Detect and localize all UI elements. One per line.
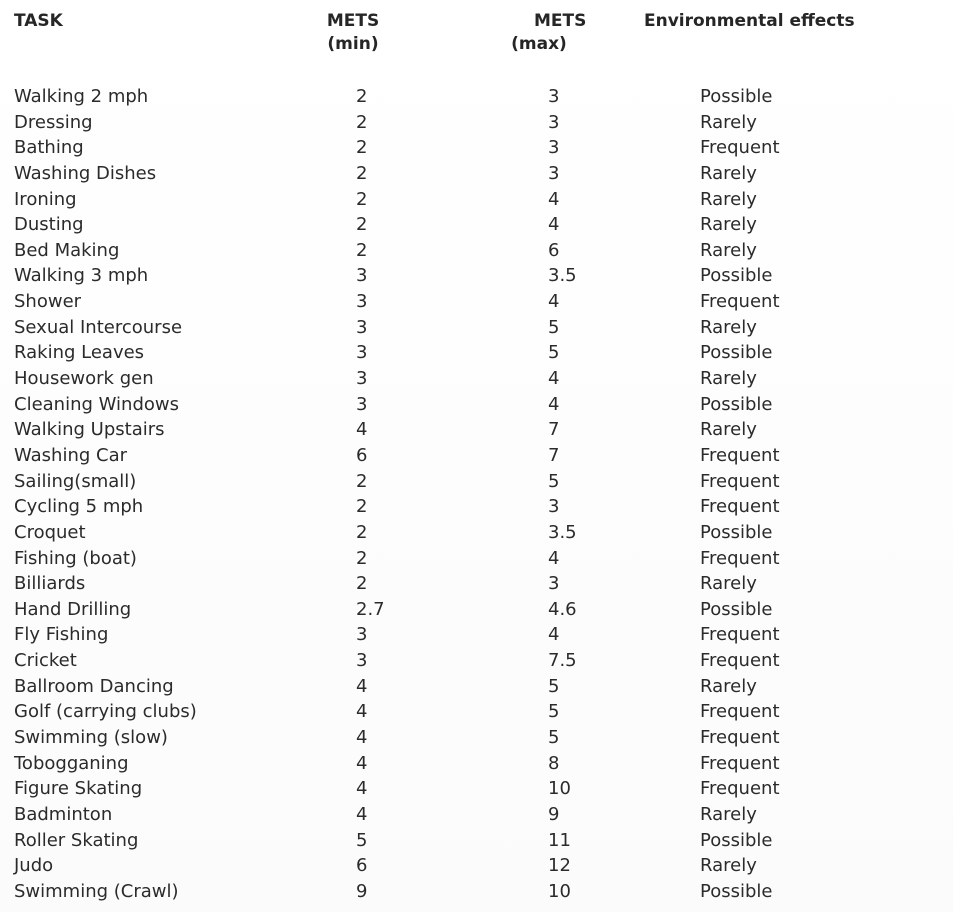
cell-mets-max: 12 [548, 855, 571, 877]
table-row [0, 879, 953, 905]
cell-environmental-effect: Possible [700, 880, 773, 902]
cell-mets-max: 4 [548, 188, 560, 210]
cell-mets-min: 3 [356, 368, 368, 390]
cell-task: Washing Dishes [14, 162, 157, 184]
cell-mets-max: 4.6 [548, 598, 577, 620]
table-row [0, 828, 953, 854]
cell-mets-min: 3 [356, 393, 368, 415]
cell-mets-max: 11 [548, 829, 571, 851]
cell-task: Tobogganing [14, 752, 129, 774]
cell-task: Dusting [14, 214, 84, 236]
cell-environmental-effect: Rarely [700, 162, 757, 184]
cell-environmental-effect: Possible [700, 829, 773, 851]
cell-task: Hand Drilling [14, 598, 132, 620]
cell-environmental-effect: Rarely [700, 368, 757, 390]
cell-task: Sailing(small) [14, 470, 137, 492]
cell-mets-max: 5 [548, 342, 560, 364]
cell-mets-max: 3.5 [548, 521, 577, 543]
cell-mets-min: 4 [356, 419, 368, 441]
table-row [0, 366, 953, 392]
cell-environmental-effect: Possible [700, 265, 773, 287]
header-task-label: TASK [14, 11, 63, 31]
cell-mets-max: 3 [548, 137, 560, 159]
cell-environmental-effect: Frequent [700, 727, 780, 749]
cell-mets-max: 3.5 [548, 265, 577, 287]
table-row [0, 110, 953, 136]
cell-mets-max: 5 [548, 470, 560, 492]
cell-mets-min: 2 [356, 162, 368, 184]
cell-environmental-effect: Rarely [700, 419, 757, 441]
cell-task: Ballroom Dancing [14, 675, 174, 697]
cell-environmental-effect: Rarely [700, 803, 757, 825]
cell-mets-min: 2 [356, 86, 368, 107]
table-row [0, 699, 953, 725]
cell-task: Ironing [14, 188, 77, 210]
cell-mets-max: 6 [548, 239, 560, 261]
cell-mets-min: 9 [356, 880, 368, 902]
table-row [0, 751, 953, 777]
table-row [0, 238, 953, 264]
cell-mets-max: 8 [548, 752, 560, 774]
table-row [0, 187, 953, 213]
table-row [0, 776, 953, 802]
header-env-label: Environmental effects [644, 11, 855, 31]
cell-environmental-effect: Possible [700, 342, 773, 364]
header-environmental-effects [644, 10, 855, 33]
cell-environmental-effect: Frequent [700, 778, 780, 800]
table-row [0, 340, 953, 366]
header-task [14, 10, 63, 33]
cell-mets-min: 3 [356, 291, 368, 313]
cell-mets-min: 4 [356, 752, 368, 774]
table-row [0, 212, 953, 238]
table-row [0, 622, 953, 648]
cell-mets-max: 3 [548, 111, 560, 133]
cell-mets-min: 3 [356, 650, 368, 672]
cell-mets-max: 10 [548, 778, 571, 800]
cell-mets-min: 5 [356, 829, 368, 851]
cell-mets-max: 4 [548, 547, 560, 569]
cell-mets-max: 4 [548, 214, 560, 236]
cell-task: Dressing [14, 111, 93, 133]
cell-task: Roller Skating [14, 829, 139, 851]
cell-mets-min: 2.7 [356, 598, 385, 620]
header-mets-min-line1: METS [326, 11, 380, 31]
cell-mets-max: 3 [548, 573, 560, 595]
cell-environmental-effect: Possible [700, 598, 773, 620]
cell-mets-min: 2 [356, 239, 368, 261]
cell-environmental-effect: Rarely [700, 675, 757, 697]
header-mets-max [508, 10, 587, 56]
cell-environmental-effect: Rarely [700, 111, 757, 133]
cell-mets-min: 2 [356, 521, 368, 543]
table-row [0, 546, 953, 572]
cell-environmental-effect: Possible [700, 393, 773, 415]
cell-environmental-effect: Possible [700, 86, 773, 107]
cell-task: Cricket [14, 650, 77, 672]
cell-mets-min: 2 [356, 137, 368, 159]
cell-mets-min: 2 [356, 496, 368, 518]
cell-task: Sexual Intercourse [14, 316, 183, 338]
cell-mets-min: 2 [356, 547, 368, 569]
cell-task: Walking Upstairs [14, 419, 165, 441]
header-mets-max-line1: METS [534, 11, 587, 31]
cell-environmental-effect: Frequent [700, 624, 780, 646]
cell-environmental-effect: Rarely [700, 855, 757, 877]
cell-task: Cycling 5 mph [14, 496, 144, 518]
table-row [0, 597, 953, 623]
cell-mets-min: 6 [356, 855, 368, 877]
cell-mets-min: 3 [356, 316, 368, 338]
cell-environmental-effect: Rarely [700, 239, 757, 261]
cell-mets-max: 7.5 [548, 650, 577, 672]
cell-mets-max: 4 [548, 624, 560, 646]
cell-mets-max: 5 [548, 701, 560, 723]
cell-task: Badminton [14, 803, 113, 825]
cell-mets-min: 4 [356, 727, 368, 749]
header-mets-min-line2: (min) [327, 34, 379, 54]
cell-mets-max: 4 [548, 393, 560, 415]
cell-task: Bathing [14, 137, 84, 159]
cell-mets-max: 4 [548, 368, 560, 390]
cell-task: Fishing (boat) [14, 547, 137, 569]
cell-mets-min: 2 [356, 188, 368, 210]
table-row [0, 417, 953, 443]
table-row [0, 494, 953, 520]
cell-task: Swimming (Crawl) [14, 880, 179, 902]
cell-mets-min: 2 [356, 111, 368, 133]
cell-task: Washing Car [14, 444, 128, 466]
cell-mets-max: 4 [548, 291, 560, 313]
cell-mets-min: 2 [356, 214, 368, 236]
cell-task: Golf (carrying clubs) [14, 701, 197, 723]
table-row [0, 392, 953, 418]
cell-task: Cleaning Windows [14, 393, 179, 415]
cell-environmental-effect: Rarely [700, 573, 757, 595]
cell-environmental-effect: Frequent [700, 752, 780, 774]
cell-task: Croquet [14, 521, 86, 543]
cell-task: Housework gen [14, 368, 154, 390]
cell-task: Raking Leaves [14, 342, 145, 364]
table-row [0, 263, 953, 289]
cell-mets-max: 5 [548, 675, 560, 697]
cell-mets-max: 5 [548, 727, 560, 749]
table-row [0, 648, 953, 674]
cell-mets-min: 3 [356, 265, 368, 287]
header-mets-max-line2: (max) [511, 34, 567, 54]
cell-task: Bed Making [14, 239, 120, 261]
cell-mets-max: 3 [548, 162, 560, 184]
cell-mets-min: 4 [356, 778, 368, 800]
cell-mets-min: 4 [356, 701, 368, 723]
cell-environmental-effect: Frequent [700, 650, 780, 672]
cell-environmental-effect: Possible [700, 521, 773, 543]
table-row [0, 674, 953, 700]
header-mets-min [322, 10, 384, 56]
cell-environmental-effect: Frequent [700, 496, 780, 518]
cell-mets-min: 4 [356, 675, 368, 697]
cell-environmental-effect: Rarely [700, 316, 757, 338]
cell-mets-min: 2 [356, 470, 368, 492]
cell-task: Shower [14, 291, 82, 313]
cell-task: Billiards [14, 573, 86, 595]
cell-mets-min: 3 [356, 624, 368, 646]
table-row [0, 802, 953, 828]
cell-mets-max: 7 [548, 419, 560, 441]
cell-task: Swimming (slow) [14, 727, 168, 749]
table-row [0, 315, 953, 341]
cell-mets-max: 3 [548, 86, 560, 107]
cell-mets-max: 7 [548, 444, 560, 466]
table-row [0, 725, 953, 751]
cell-environmental-effect: Frequent [700, 470, 780, 492]
cell-environmental-effect: Frequent [700, 701, 780, 723]
cell-environmental-effect: Rarely [700, 188, 757, 210]
cell-task: Walking 3 mph [14, 265, 149, 287]
cell-environmental-effect: Rarely [700, 214, 757, 236]
cell-mets-max: 9 [548, 803, 560, 825]
table-body [0, 84, 953, 905]
cell-mets-max: 5 [548, 316, 560, 338]
table-header [0, 10, 953, 62]
cell-environmental-effect: Frequent [700, 137, 780, 159]
cell-task: Walking 2 mph [14, 86, 149, 107]
table-row [0, 135, 953, 161]
cell-environmental-effect: Frequent [700, 444, 780, 466]
cell-environmental-effect: Frequent [700, 547, 780, 569]
table-row [0, 84, 953, 110]
cell-mets-min: 6 [356, 444, 368, 466]
table-row [0, 161, 953, 187]
cell-environmental-effect: Frequent [700, 291, 780, 313]
cell-mets-min: 4 [356, 803, 368, 825]
cell-mets-min: 3 [356, 342, 368, 364]
cell-task: Figure Skating [14, 778, 143, 800]
table-row [0, 520, 953, 546]
table-row [0, 853, 953, 879]
table-row [0, 571, 953, 597]
table-row [0, 469, 953, 495]
cell-task: Judo [14, 855, 54, 877]
cell-mets-max: 10 [548, 880, 571, 902]
table-row [0, 443, 953, 469]
cell-mets-min: 2 [356, 573, 368, 595]
table-row [0, 289, 953, 315]
cell-task: Fly Fishing [14, 624, 109, 646]
cell-mets-max: 3 [548, 496, 560, 518]
